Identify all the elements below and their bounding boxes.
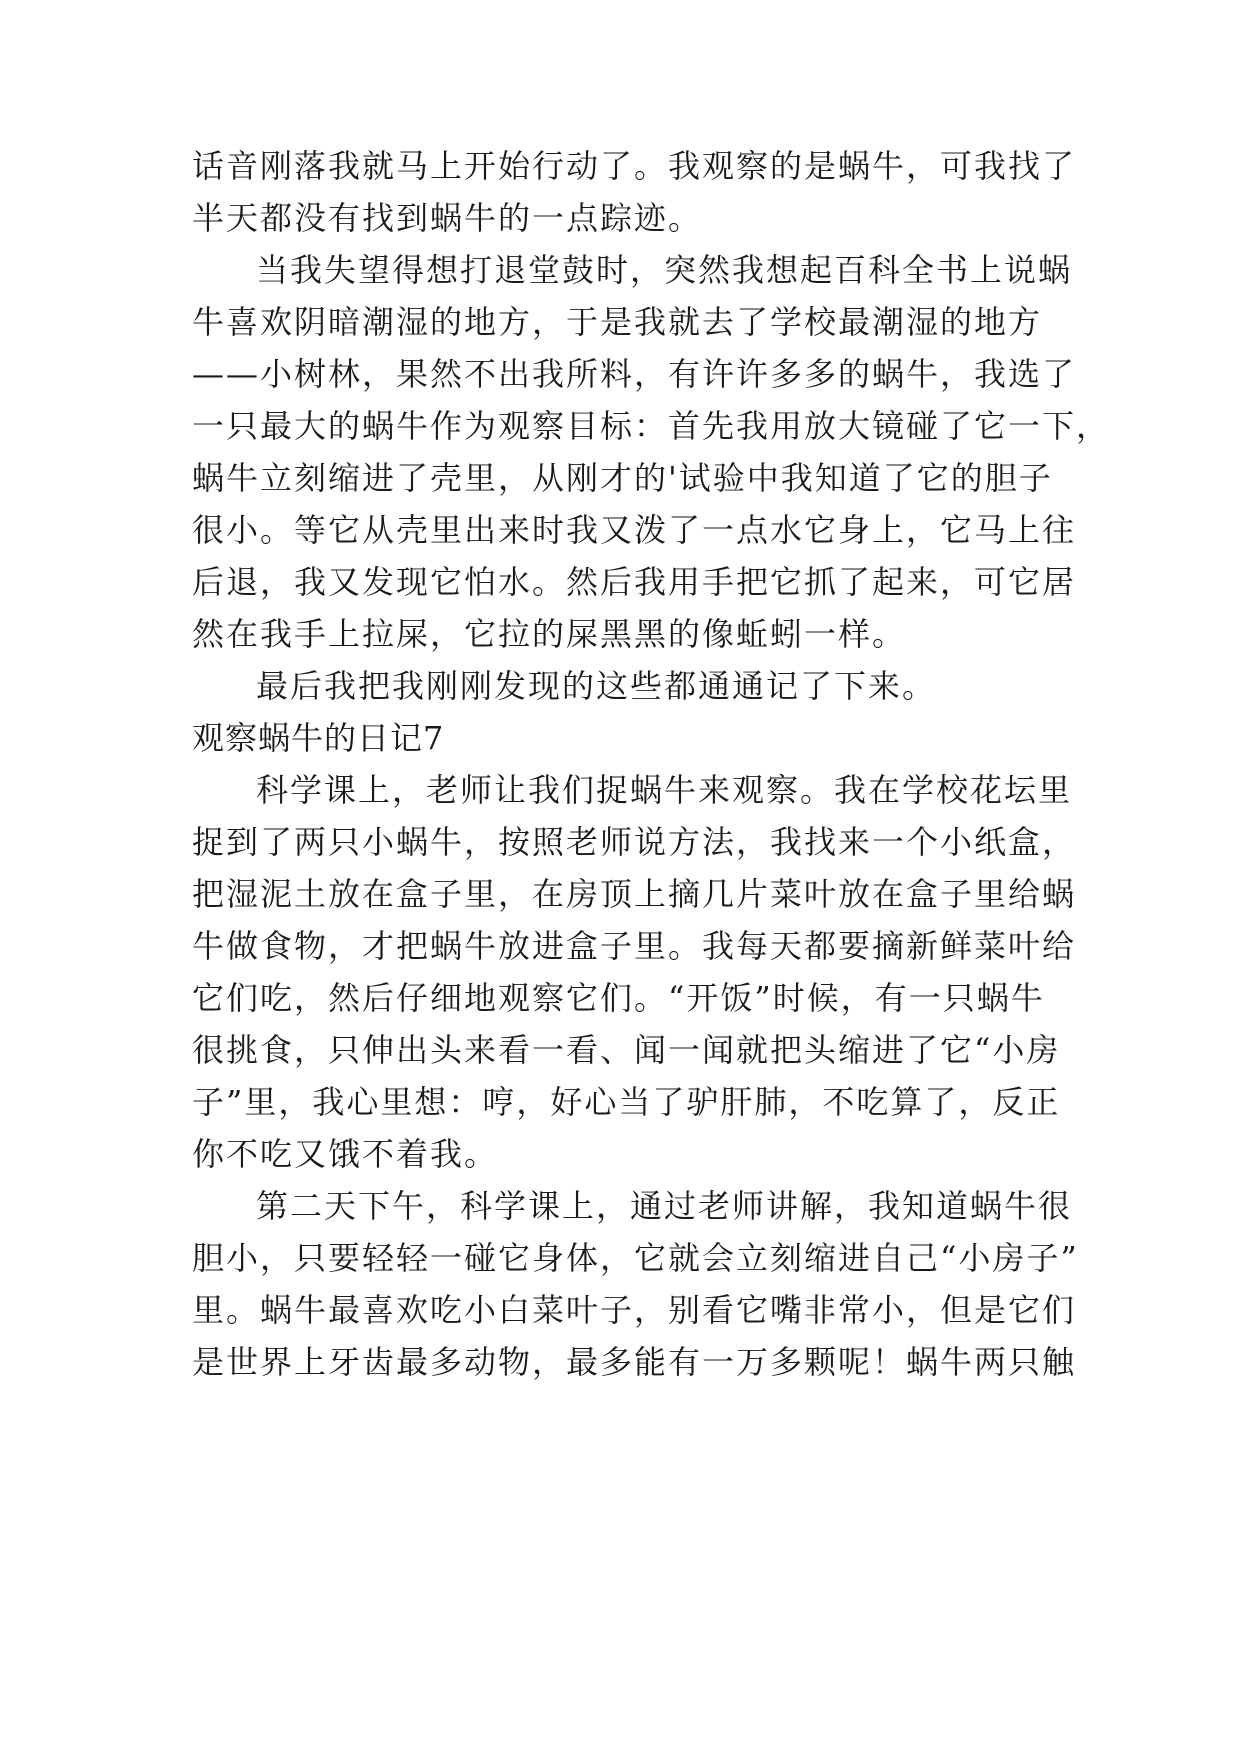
- paragraph-line: 是世界上牙齿最多动物，最多能有一万多颗呢！蜗牛两只触: [192, 1343, 1077, 1381]
- paragraph-line: 话音刚落我就马上开始行动了。我观察的是蜗牛，可我找了: [192, 147, 1077, 185]
- paragraph-line: ——小树林，果然不出我所料，有许许多多的蜗牛，我选了: [192, 355, 1077, 393]
- paragraph-line: 最后我把我刚刚发现的这些都通通记了下来。: [256, 667, 937, 705]
- paragraph-line: 捉到了两只小蜗牛，按照老师说方法，我找来一个小纸盒，: [192, 823, 1077, 861]
- paragraph-line: 蜗牛立刻缩进了壳里，从刚才的'试验中我知道了它的胆子: [192, 459, 1053, 497]
- paragraph-line: 当我失望得想打退堂鼓时，突然我想起百科全书上说蜗: [256, 251, 1073, 289]
- paragraph-line: 很挑食，只伸出头来看一看、闻一闻就把头缩进了它“小房: [192, 1031, 1061, 1069]
- paragraph-line: 后退，我又发现它怕水。然后我用手把它抓了起来，可它居: [192, 563, 1077, 601]
- paragraph-line: 里。蜗牛最喜欢吃小白菜叶子，别看它嘴非常小，但是它们: [192, 1291, 1077, 1329]
- paragraph-line: 牛喜欢阴暗潮湿的地方，于是我就去了学校最潮湿的地方: [192, 303, 1043, 341]
- paragraph-line: 子”里，我心里想：哼，好心当了驴肝肺，不吃算了，反正: [192, 1083, 1061, 1121]
- paragraph-line: 把湿泥土放在盒子里，在房顶上摘几片菜叶放在盒子里给蜗: [192, 875, 1077, 913]
- paragraph-line: 然在我手上拉屎，它拉的屎黑黑的像蚯蚓一样。: [192, 615, 907, 653]
- paragraph-line: 科学课上，老师让我们捉蜗牛来观察。我在学校花坛里: [256, 771, 1073, 809]
- paragraph-line: 牛做食物，才把蜗牛放进盒子里。我每天都要摘新鲜菜叶给: [192, 927, 1077, 965]
- paragraph-line: 胆小，只要轻轻一碰它身体，它就会立刻缩进自己“小房子”: [192, 1239, 1079, 1277]
- paragraph-line: 你不吃又饿不着我。: [192, 1135, 499, 1173]
- section-heading: 观察蜗牛的日记7: [192, 719, 445, 757]
- paragraph-line: 半天都没有找到蜗牛的一点踪迹。: [192, 199, 703, 237]
- paragraph-line: 它们吃，然后仔细地观察它们。“开饭”时候，有一只蜗牛: [192, 979, 1045, 1017]
- paragraph-line: 一只最大的蜗牛作为观察目标：首先我用放大镜碰了它一下，: [192, 407, 1111, 445]
- paragraph-line: 很小。等它从壳里出来时我又泼了一点水它身上，它马上往: [192, 511, 1077, 549]
- paragraph-line: 第二天下午，科学课上，通过老师讲解，我知道蜗牛很: [256, 1187, 1073, 1225]
